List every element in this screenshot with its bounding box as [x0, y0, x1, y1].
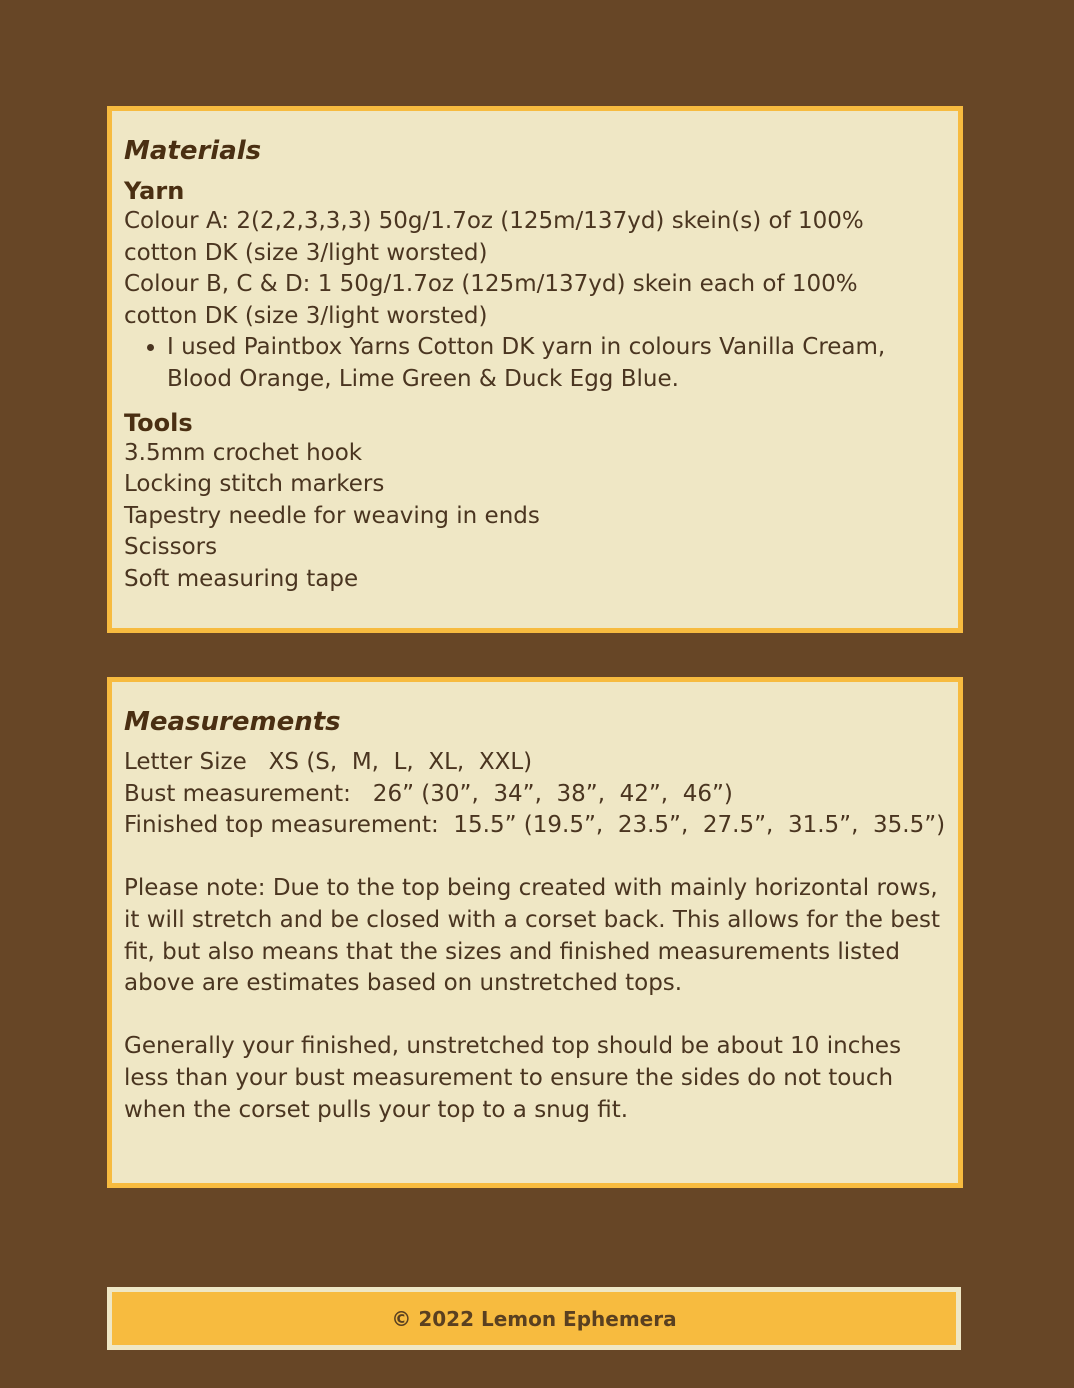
measurements-card: [107, 677, 963, 1188]
tool-item: Soft measuring tape: [124, 565, 359, 592]
tool-item: Locking stitch markers: [124, 471, 385, 498]
tools-heading: Tools: [124, 408, 193, 437]
tool-item: Tapestry needle for weaving in ends: [124, 502, 540, 529]
spacer: [124, 842, 946, 874]
materials-title: Materials: [124, 136, 262, 166]
yarn-line: Colour A: 2(2,2,3,3,3) 50g/1.7oz (125m/137yd) skein(s) of 100%: [124, 208, 864, 234]
yarn-line: cotton DK (size 3/light worsted): [124, 302, 488, 329]
materials-card: [107, 106, 963, 633]
yarn-line: cotton DK (size 3/light worsted): [124, 239, 488, 266]
tools-section: [124, 408, 946, 596]
tool-item: 3.5mm crochet hook: [124, 439, 363, 466]
yarn-note: • I used Paintbox Yarns Cotton DK yarn in colours Vanilla Cream, Blood Orange, Lime Green & Duck Egg Blue.: [167, 332, 946, 395]
fit-note: Please note: Due to the top being created with mainly horizontal rows, it will stretch and be closed with a corset back. This allows for the best fit, but also means that the sizes and finished measurements listed above are estimates based on unstretched tops.: [124, 875, 940, 997]
measurements-title: Measurements: [124, 707, 341, 737]
tool-item: Scissors: [124, 534, 218, 561]
size-row: Letter Size XS (S, M, L, XL, XXL): [124, 749, 533, 775]
copyright-text: © 2022 Lemon Ephemera: [391, 1306, 677, 1331]
yarn-heading: Yarn: [124, 177, 185, 205]
yarn-notes-list: [124, 332, 946, 395]
sizing-note: Generally your finished, unstretched top should be about 10 inches less than your bust measurement to ensure the sides do not touch when the corset pulls your top to a snug fit.: [124, 1033, 902, 1123]
spacer: [124, 1000, 946, 1032]
bust-row: Bust measurement: 26” (30”, 34”, 38”, 42”, 46”): [124, 780, 733, 807]
finished-row: Finished top measurement: 15.5” (19.5”, 23.5”, 27.5”, 31.5”, 35.5”): [124, 812, 946, 839]
footer-bar: [107, 1287, 961, 1350]
yarn-line: Colour B, C & D: 1 50g/1.7oz (125m/137yd) skein each of 100%: [124, 271, 858, 298]
